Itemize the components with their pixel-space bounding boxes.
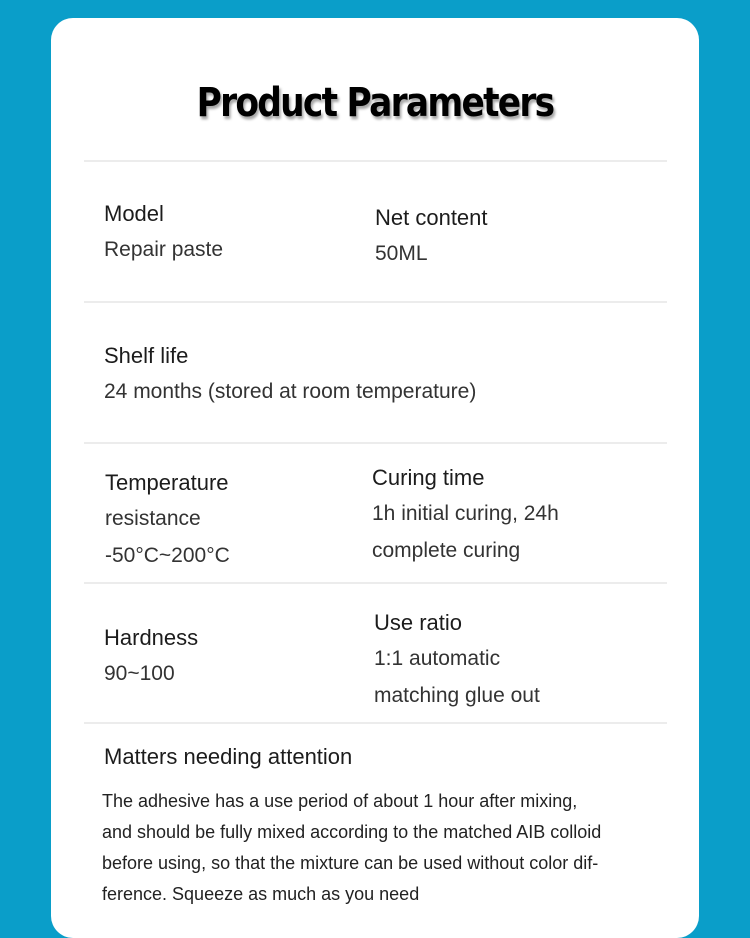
curing-time-value: 1h initial curing, 24h complete curing xyxy=(372,502,559,562)
temperature-label: Temperature xyxy=(105,470,229,495)
shelf-life-label: Shelf life xyxy=(104,343,189,368)
divider xyxy=(84,160,667,162)
temperature-value: resistance -50°C~200°C xyxy=(105,507,230,567)
notes-text: The adhesive has a use period of about 1 hour after mixing, and should be fully mixed according to the matched AIB colloid before using, so that the mixture can be used without color dif- ference. Squeeze as much as you need xyxy=(102,791,602,904)
model-label: Model xyxy=(104,201,164,226)
page-title: Product Parameters xyxy=(196,80,554,126)
shelf-life-value: 24 months (stored at room temperature) xyxy=(104,380,477,403)
use-ratio-label: Use ratio xyxy=(374,610,463,635)
curing-time-label: Curing time xyxy=(372,465,485,490)
divider xyxy=(84,442,667,444)
divider xyxy=(84,582,667,584)
notes-title: Matters needing attention xyxy=(104,744,353,769)
net-content-label: Net content xyxy=(375,205,488,230)
divider xyxy=(84,722,667,724)
hardness-label: Hardness xyxy=(104,625,199,650)
net-content-value: 50ML xyxy=(375,242,428,265)
hardness-value: 90~100 xyxy=(104,662,175,685)
divider xyxy=(84,301,667,303)
model-value: Repair paste xyxy=(104,238,224,261)
use-ratio-value: 1:1 automatic matching glue out xyxy=(374,647,540,707)
